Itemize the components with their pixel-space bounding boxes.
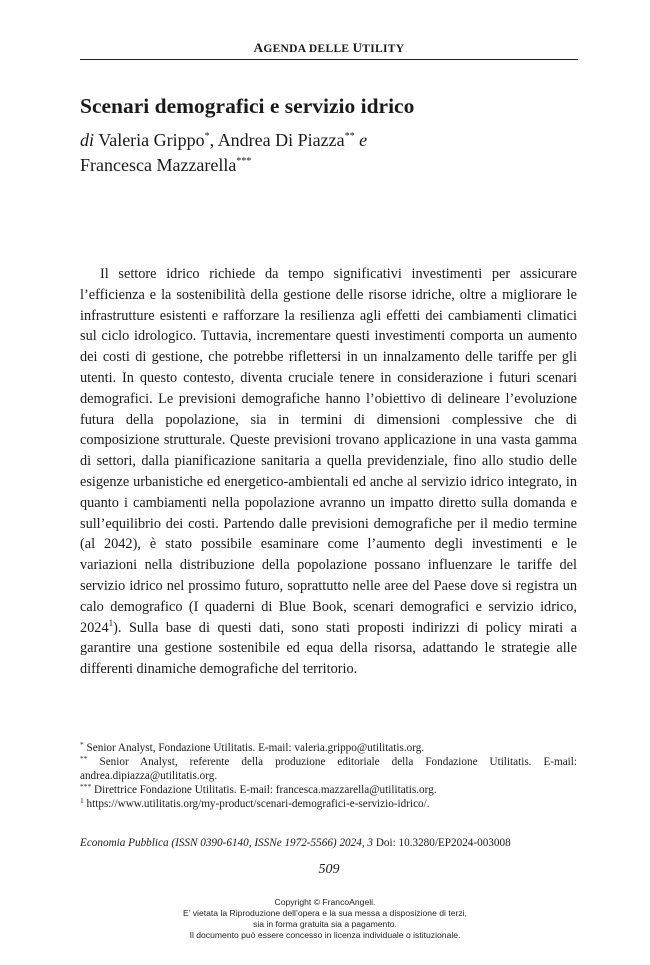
author-line: [80, 128, 580, 178]
author-footnote-mark: **: [344, 131, 355, 142]
author-name: Francesca Mazzarella: [80, 155, 237, 175]
header-rule: [80, 59, 578, 60]
journal-name: Economia Pubblica (ISSN 0390-6140, ISSNe 1972-5566) 2024, 3: [80, 837, 374, 849]
copyright-line: Il documento può essere concesso in licenza individuale o istituzionale.: [189, 930, 461, 940]
abstract-text-end: ). Sulla base di questi dati, sono stati proposti indirizzi di policy mirati a garantire una gestione sostenibile ed equa della risorsa, adattando le strategie alle differenti dinamiche demografiche del territorio.: [80, 619, 577, 678]
article-title: Scenari demografici e servizio idrico: [80, 94, 415, 118]
footnote: [80, 741, 577, 755]
author-name: Valeria Grippo: [98, 130, 205, 150]
author-footnote-mark: *: [204, 131, 210, 142]
footnote: [80, 783, 577, 797]
running-head-text-1: GENDA DELLE: [263, 43, 353, 55]
running-head: [80, 40, 578, 56]
footnote: [80, 797, 577, 811]
author-prefix: di: [80, 130, 95, 150]
footnote-mark: **: [80, 754, 88, 763]
running-head-initial-2: U: [352, 40, 363, 55]
author-conjunction: e: [354, 130, 368, 150]
copyright-line: Copyright © FrancoAngeli.: [274, 897, 376, 907]
running-head-text-2: TILITY: [362, 43, 405, 55]
footnotes: [80, 741, 577, 811]
abstract-text: Il settore idrico richiede da tempo significativi investimenti per assicurare l’efficienza e la sostenibilità della gestione delle risorse idriche, oltre a migliorare le infrastrutture esistenti e rafforzare la resilienza agli effetti dei cambiamenti climatici sul ciclo idrologico. Tuttavia, incrementare questi investimenti comporta un aumento dei costi di gestione, che potrebbe riflettersi in un innalzamento delle tariffe per gli utenti. In questo contesto, diventa cruciale tenere in considerazione i futuri scenari demografici. Le previsioni demografiche hanno l’obiettivo di delineare l’evoluzione futura della popolazione, sia in termini di dimensioni complessive che di composizione strutturale. Queste previsioni trovano applicazione in una vasta gamma di settori, dalla pianificazione sanitaria a quella previdenziale, fino allo studio delle esigenze urbanistiche ed energetico-ambientali ed anche al servizio idrico integrato, in quanto i cambiamenti nella popolazione avranno un impatto diretto sulla domanda e sull’equilibrio dei costi. Partendo dalle previsioni demografiche per il medio termine (al 2042), è stato possibile esaminare come l’aumento degli investimenti e le variazioni nella distribuzione della popolazione possano influenzare le tariffe del servizio idrico nel prossimo futuro, soprattutto nelle aree del Paese dove si registra un calo demografico (I quaderni di Blue Book, scenari demografici e servizio idrico, 2024: [80, 266, 577, 636]
author-name: Andrea Di Piazza: [217, 130, 345, 150]
footnote-text: Senior Analyst, Fondazione Utilitatis. E-mail: valeria.grippo@utilitatis.org.: [83, 742, 425, 754]
footnote-text: Senior Analyst, referente della produzione editoriale della Fondazione Utilitatis. E-mail: andrea.dipiazza@utilitatis.org.: [80, 756, 577, 782]
footnote: [80, 755, 577, 783]
footnote-mark: 1: [80, 796, 84, 805]
author-separator: ,: [209, 130, 218, 150]
running-head-initial-1: A: [253, 40, 264, 55]
copyright-line: sia in forma gratuita sia a pagamento.: [253, 919, 397, 929]
author-footnote-mark: ***: [236, 156, 252, 167]
copyright-notice: [80, 897, 570, 941]
abstract-paragraph: [80, 264, 577, 680]
journal-citation: [80, 836, 580, 850]
page-number: 509: [318, 862, 340, 877]
doi: Doi: 10.3280/EP2024-003008: [373, 837, 511, 849]
footnote-reference: 1: [108, 617, 114, 628]
footnote-url: https://www.utilitatis.org/my-product/scenari-demografici-e-servizio-idrico/.: [83, 798, 430, 810]
footnote-mark: ***: [80, 782, 92, 791]
footnote-mark: *: [80, 740, 84, 749]
footnote-text: Direttrice Fondazione Utilitatis. E-mail: francesca.mazzarella@utilitatis.org.: [91, 784, 437, 796]
copyright-line: E’ vietata la Riproduzione dell’opera e la sua messa a disposizione di terzi,: [183, 908, 467, 918]
